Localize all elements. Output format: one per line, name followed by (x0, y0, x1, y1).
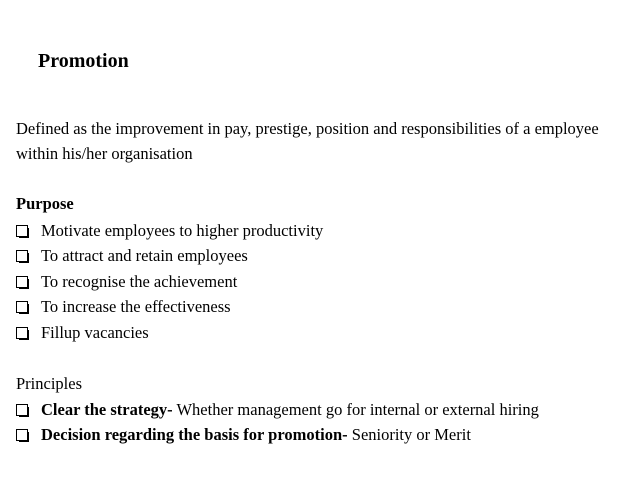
checkbox-bullet-icon (16, 404, 28, 416)
principles-heading: Principles (16, 374, 82, 393)
purpose-item-text: To attract and retain employees (41, 246, 248, 266)
list-item (16, 397, 539, 423)
checkbox-bullet-icon (16, 429, 28, 441)
checkbox-bullet-icon (16, 276, 28, 288)
page-title: Promotion (38, 50, 129, 72)
purpose-item-text: Motivate employees to higher productivity (41, 220, 324, 240)
checkbox-bullet-icon (16, 250, 28, 262)
list-item (16, 423, 539, 449)
list-item (16, 244, 323, 270)
purpose-item-text: To increase the effectiveness (41, 297, 231, 317)
list-item (16, 320, 323, 346)
checkbox-bullet-icon (16, 301, 28, 313)
definition-text: Defined as the improvement in pay, prestige, position and responsibilities of a employee within his/her organisation (16, 119, 599, 163)
list-item (16, 295, 323, 321)
checkbox-bullet-icon (16, 327, 28, 339)
list-item (16, 218, 323, 244)
purpose-item-text: To recognise the achievement (41, 271, 238, 291)
principle-label: Decision regarding the basis for promotion- (41, 425, 348, 445)
purpose-item-text: Fillup vacancies (41, 322, 149, 342)
principle-label: Clear the strategy- (41, 399, 173, 419)
list-item (16, 269, 323, 295)
principles-list (16, 397, 539, 448)
purpose-heading: Purpose (16, 194, 74, 213)
principle-text: Seniority or Merit (347, 425, 471, 445)
checkbox-bullet-icon (16, 225, 28, 237)
principle-text: Whether management go for internal or external hiring (172, 399, 539, 419)
purpose-list (16, 218, 323, 346)
